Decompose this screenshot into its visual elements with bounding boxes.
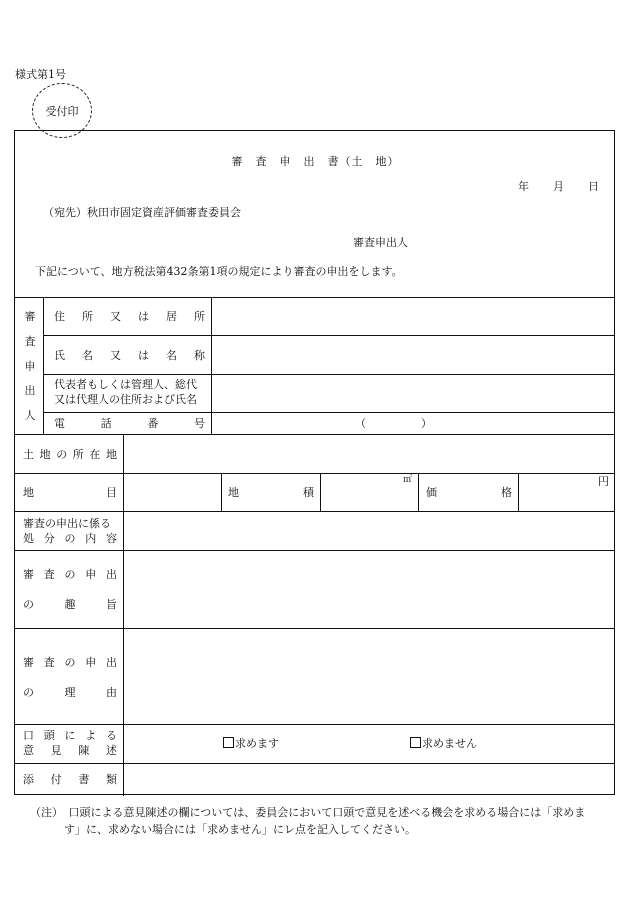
disposition-label-line1: 審査の申出に係る xyxy=(23,517,111,530)
oral-decline-option[interactable]: 求めません xyxy=(410,737,477,749)
form-title: 審 査 申 出 書（土 地） xyxy=(231,155,400,168)
reason-label-line2: の 理 由 xyxy=(23,686,117,699)
phone-area-code-field[interactable]: （ ） xyxy=(355,417,432,430)
divider xyxy=(15,297,615,298)
divider xyxy=(221,473,222,511)
divider xyxy=(123,434,124,796)
footnote xyxy=(30,804,615,838)
applicant-side-label: 審 査 申 出 人 xyxy=(24,310,36,422)
divider xyxy=(15,550,615,551)
divider xyxy=(43,374,615,375)
land-category-label: 地 目 xyxy=(23,486,117,499)
divider xyxy=(15,763,615,764)
divider xyxy=(320,473,321,511)
attachments-label: 添 付 書 類 xyxy=(23,773,117,786)
purpose-label-line1: 審 査 の 申 出 xyxy=(23,568,117,581)
form-number: 様式第1号 xyxy=(15,68,66,81)
divider xyxy=(43,335,615,336)
date-year: 年 xyxy=(518,180,529,193)
divider xyxy=(518,473,519,511)
representative-label-line2: 又は代理人の住所および氏名 xyxy=(54,393,197,406)
application-form xyxy=(14,130,615,795)
divider xyxy=(15,724,615,725)
price-unit: 円 xyxy=(598,475,609,488)
oral-request-checkbox[interactable] xyxy=(223,737,234,748)
divider xyxy=(15,434,615,435)
footnote-line1: （注） 口頭による意見陳述の欄については、委員会において口頭で意見を述べる機会を求める場合には「求めま xyxy=(30,806,586,819)
oral-request-option[interactable]: 求めます xyxy=(223,737,279,749)
phone-label: 電 話 番 号 xyxy=(54,417,205,430)
name-label: 氏 名 又 は 名 称 xyxy=(54,349,205,362)
divider xyxy=(15,511,615,512)
date-day: 日 xyxy=(588,180,599,193)
representative-label-line1: 代表者もしくは管理人、総代 xyxy=(54,378,197,391)
divider xyxy=(211,297,212,434)
divider xyxy=(43,297,44,434)
address-label: 住 所 又 は 居 所 xyxy=(54,310,205,323)
land-area-label: 地 積 xyxy=(228,486,314,499)
date-month: 月 xyxy=(553,180,564,193)
oral-decline-checkbox[interactable] xyxy=(410,737,421,748)
divider xyxy=(15,473,615,474)
oral-opinion-label-line2: 意 見 陳 述 xyxy=(23,744,117,757)
footnote-line2: す」に、求めない場合には「求めません」にレ点を記入してください。 xyxy=(64,823,416,836)
applicant-label: 審査申出人 xyxy=(353,236,408,249)
area-unit: ㎡ xyxy=(403,475,413,485)
addressee: （宛先）秋田市固定資産評価審査委員会 xyxy=(43,206,241,219)
purpose-label-line2: の 趣 旨 xyxy=(23,598,117,611)
declaration-text: 下記について、地方税法第432条第1項の規定により審査の申出をします。 xyxy=(35,265,403,278)
disposition-label-line2: 処 分 の 内 容 xyxy=(23,532,117,545)
divider xyxy=(43,412,615,413)
divider xyxy=(15,628,615,629)
reception-stamp-label: 受付印 xyxy=(45,104,79,118)
reason-label-line1: 審 査 の 申 出 xyxy=(23,656,117,669)
divider xyxy=(418,473,419,511)
price-label: 価 格 xyxy=(426,486,512,499)
land-location-label: 土 地 の 所 在 地 xyxy=(23,448,117,461)
oral-opinion-label-line1: 口 頭 に よ る xyxy=(23,729,117,742)
